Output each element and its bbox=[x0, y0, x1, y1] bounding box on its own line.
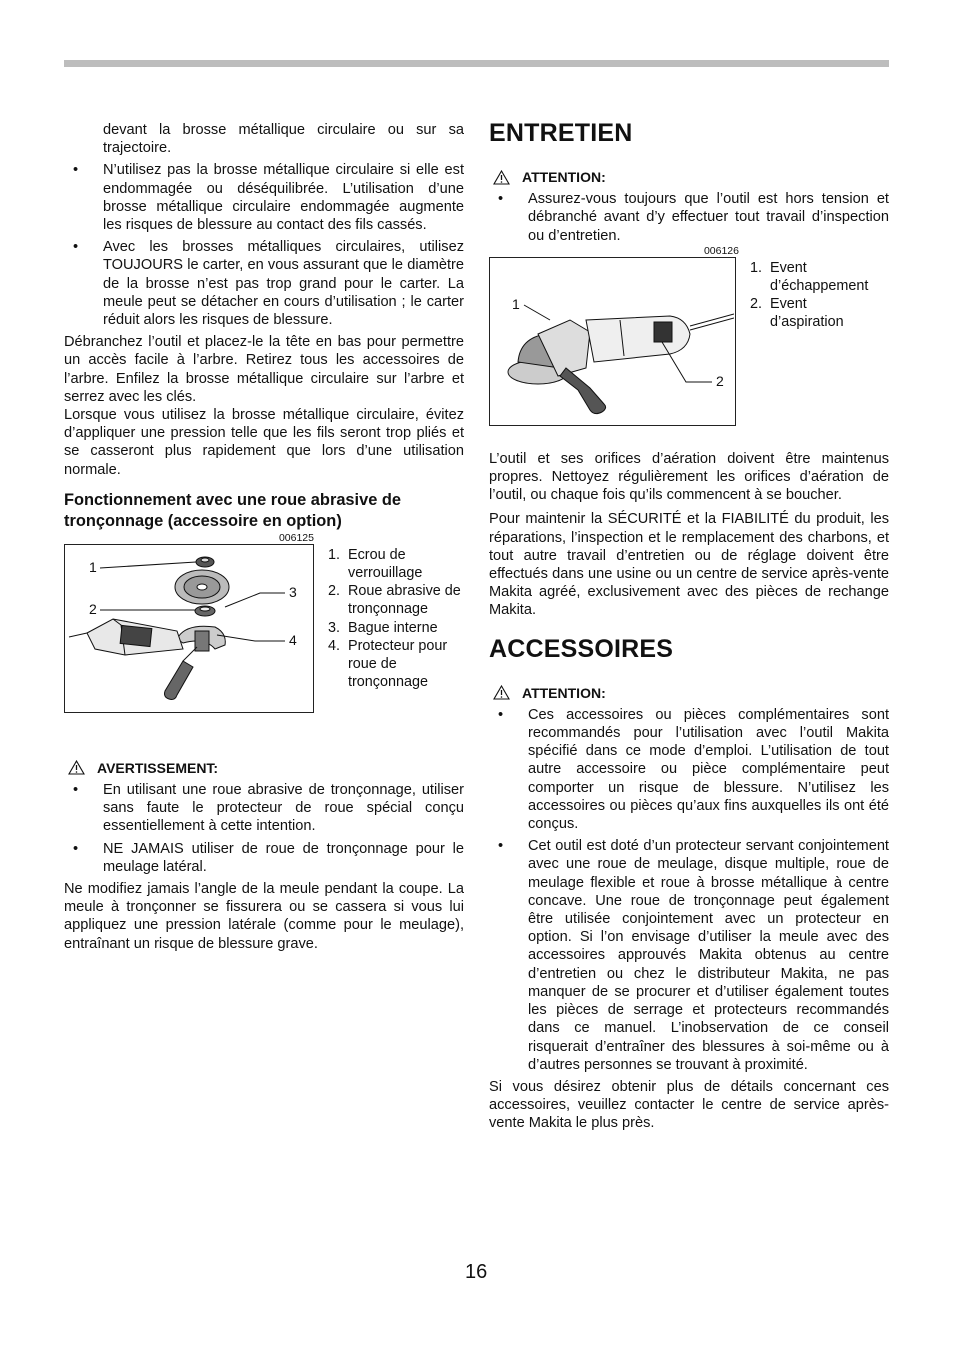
callout-1: 1 bbox=[89, 558, 97, 575]
figure-ref: 006125 bbox=[278, 531, 314, 544]
callout-1: 1 bbox=[512, 295, 520, 312]
list-item: • N’utilisez pas la brosse métallique circulaire si elle est endommagée ou déséquilibrée. L’utilisation d’une brosse métallique circulaire endommagée augmente les risques de blessure au contact des fils cassés. bbox=[64, 161, 464, 234]
attention-heading bbox=[489, 684, 889, 702]
paragraph: L’outil et ses orifices d’aération doivent être maintenus propres. Nettoyez régulièrement les orifices d’aération de l’outil, ou chaque fois qu’ils commencent à se boucher. bbox=[489, 450, 889, 504]
figure-ref: 006126 bbox=[703, 244, 739, 257]
warning-triangle-icon bbox=[493, 685, 510, 700]
section-heading-entretien: ENTRETIEN bbox=[489, 119, 633, 147]
figure-vents bbox=[489, 257, 889, 426]
attention-label: ATTENTION: bbox=[522, 684, 606, 701]
paragraph: Débranchez l’outil et placez-le la tête en bas pour permettre un accès facile à l’arbre. Retirez tous les accessoires de l’arbre. Enfilez la brosse métallique circulaire sur l’arbre et serrez avec les clés. bbox=[64, 334, 464, 405]
list-item: • Cet outil est doté d’un protecteur servant conjointement avec une roue de meulage, disque multiple, roue de meulage flexible et roue à brosse métallique à centre concave. Une roue de tronçonnage peut également être utilisée conjointement avec un protecteur en option. Si l’on envisage d’utiliser la meule avec des accessoires approuvés Makita obtenus au centre d’entretien ou chez le distributeur Makita, ne pas manquer de se procurer et d’utiliser également toutes les pièces de serrage et protecteurs recommandés dans ce manuel. L’inobservation de ce conseil risquerait d’entraîner des blessures à soi-même ou à d’autres personnes se trouvant à proximité. bbox=[489, 837, 889, 1074]
warning-label: AVERTISSEMENT: bbox=[97, 759, 219, 776]
list-item: • Ces accessoires ou pièces complémentaires sont recommandés pour l’utilisation avec l’outil Makita spécifié dans ce mode d’emploi. L’utilisation de tout autre accessoire ou pièce complémentaire peut comporter un risque de blessure. N’utilisez les accessoires ou pièces qu’aux fins auxquelles ils ont été conçus. bbox=[489, 706, 889, 833]
legend-item: 2. Roue abrasive de tronçonnage bbox=[328, 583, 461, 618]
figure-illustration bbox=[64, 544, 314, 713]
callout-2: 2 bbox=[716, 372, 724, 389]
figure-legend bbox=[750, 259, 878, 426]
list-item: • Assurez-vous toujours que l’outil est hors tension et débranché avant d’y effectuer tout travail d’inspection ou d’entretien. bbox=[489, 190, 889, 245]
paragraph: Si vous désirez obtenir plus de détails concernant ces accessoires, veuillez contacter le centre de service après-vente Makita le plus près. bbox=[489, 1078, 889, 1132]
warning-bullets bbox=[64, 781, 464, 876]
continued-text: devant la brosse métallique circulaire ou sur sa trajectoire. bbox=[103, 122, 464, 157]
header-rule bbox=[64, 60, 889, 67]
list-item: • En utilisant une roue abrasive de tronçonnage, utiliser sans faute le protecteur de roue spécial conçu essentiellement à cette intention. bbox=[64, 781, 464, 836]
attention-label: ATTENTION: bbox=[522, 169, 606, 185]
legend-item: 1. Ecrou de verrouillage bbox=[328, 546, 423, 582]
legend-item: 2. Event d’aspiration bbox=[750, 296, 844, 331]
legend-item: 4. Protecteur pour roue de tronçonnage bbox=[328, 637, 448, 691]
warning-triangle-icon bbox=[493, 170, 510, 185]
paragraph: Ne modifiez jamais l’angle de la meule pendant la coupe. La meule à tronçonner se fissurera ou se cassera si vous lui appliquez une pression latérale (comme pour le meulage), entraînant un risque de blessure grave. bbox=[64, 881, 464, 952]
paragraph: Lorsque vous utilisez la brosse métallique circulaire, évitez d’appliquer une pression telle que les fils seront trop pliés et se casseront plus rapidement que lors d’une utilisation normale. bbox=[64, 407, 464, 478]
attention-bullets bbox=[489, 190, 889, 245]
warning-triangle-icon bbox=[68, 760, 85, 775]
left-column bbox=[64, 121, 464, 953]
page-number: 16 bbox=[465, 1261, 488, 1283]
section-heading-accessoires: ACCESSOIRES bbox=[489, 634, 674, 663]
figure-illustration bbox=[489, 257, 736, 426]
figure-cutoff-wheel bbox=[64, 544, 464, 713]
callout-2: 2 bbox=[89, 600, 97, 617]
figure-legend bbox=[328, 546, 464, 713]
legend-item: 3. Bague interne bbox=[328, 619, 438, 636]
list-item: • NE JAMAIS utiliser de roue de tronçonnage pour le meulage latéral. bbox=[64, 840, 464, 876]
list-item: • Avec les brosses métalliques circulaires, utilisez TOUJOURS le carter, en vous assurant que le diamètre de la brosse n’est pas trop grand pour le carter. La meule peut se détacher en cours d’utilisation ; le carter réduit alors les risques de blessure. bbox=[64, 238, 464, 329]
warning-heading bbox=[64, 759, 464, 777]
subsection-heading: Fonctionnement avec une roue abrasive de tronçonnage (accessoire en option) bbox=[64, 490, 402, 530]
grinder-cutoff-illustration bbox=[65, 545, 312, 711]
callout-3: 3 bbox=[289, 583, 297, 600]
callout-4: 4 bbox=[289, 631, 297, 648]
attention-bullets bbox=[489, 706, 889, 1074]
attention-heading bbox=[489, 168, 889, 186]
right-column bbox=[489, 116, 889, 1133]
grinder-vents-illustration bbox=[490, 258, 734, 424]
paragraph: Pour maintenir la SÉCURITÉ et la FIABILITÉ du produit, les réparations, l’inspection et le remplacement des charbons, et tout autre travail d’entretien ou de réglage doivent être effectués dans une usine ou un centre de service après-vente Makita agréé, exclusivement avec des pièces de rechange Makita. bbox=[489, 511, 889, 619]
brush-bullets bbox=[64, 161, 464, 329]
legend-item: 1. Event d’échappement bbox=[750, 259, 869, 295]
